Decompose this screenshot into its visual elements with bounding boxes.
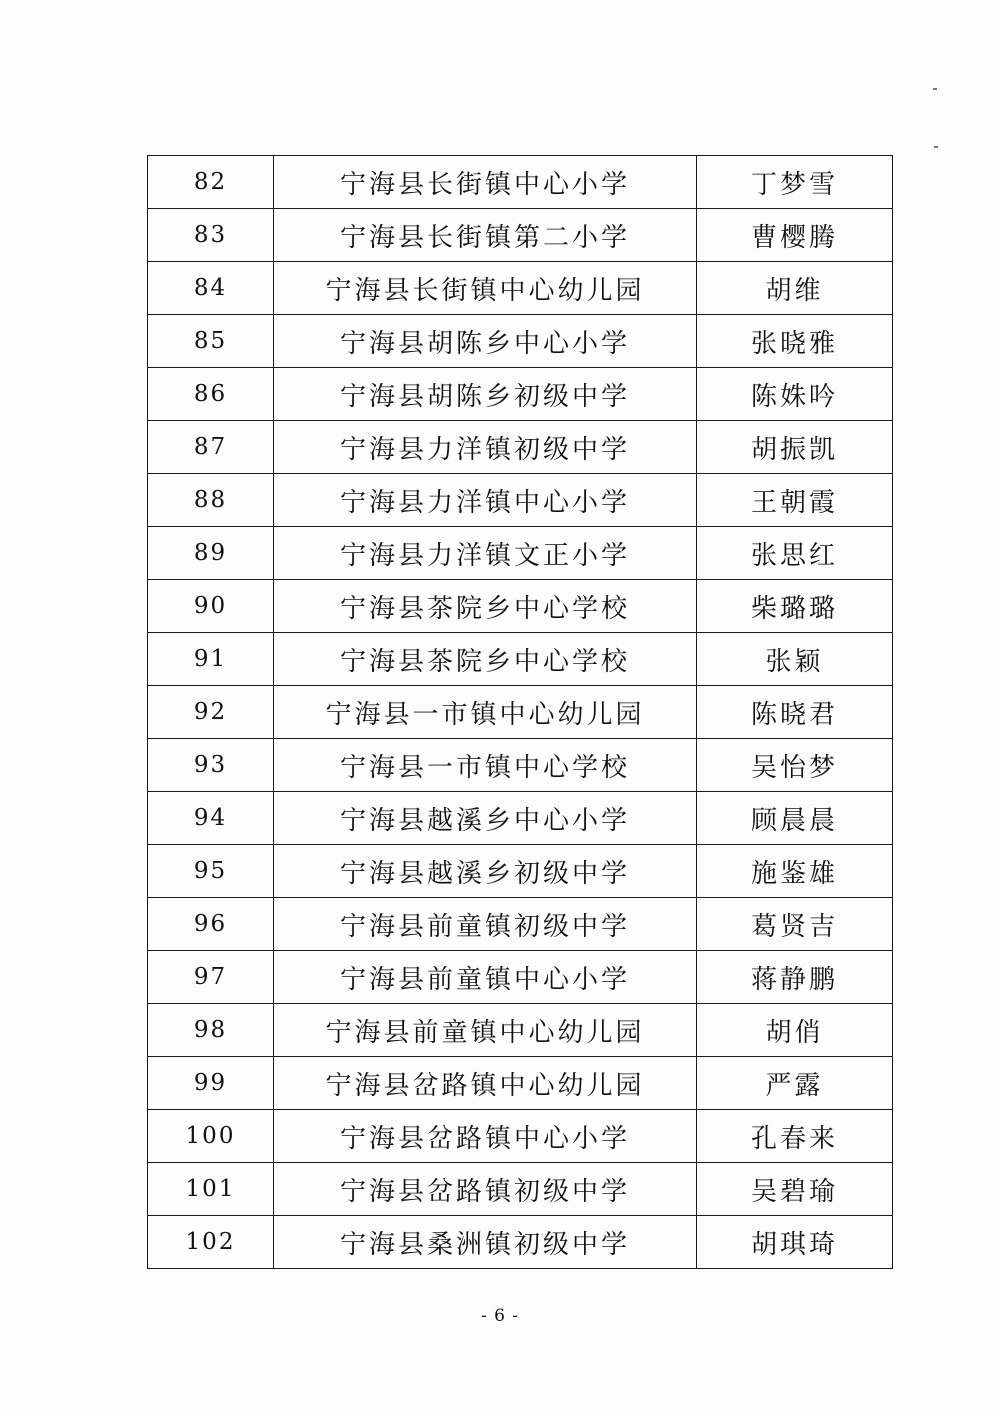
school-name-cell: 宁海县越溪乡初级中学 — [274, 845, 697, 898]
table-row — [148, 898, 893, 951]
row-number-cell: 101 — [148, 1163, 274, 1216]
table-row — [148, 421, 893, 474]
table-row — [148, 845, 893, 898]
roster-table — [147, 155, 893, 1269]
row-number-cell: 88 — [148, 474, 274, 527]
school-name-cell: 宁海县前童镇中心幼儿园 — [274, 1004, 697, 1057]
row-number-cell: 90 — [148, 580, 274, 633]
teacher-name-cell: 施鉴雄 — [697, 845, 893, 898]
row-number-cell: 91 — [148, 633, 274, 686]
school-name-cell: 宁海县长街镇第二小学 — [274, 209, 697, 262]
row-number-cell: 89 — [148, 527, 274, 580]
teacher-name-cell: 柴璐璐 — [697, 580, 893, 633]
row-number-cell: 82 — [148, 156, 274, 209]
row-number-cell: 97 — [148, 951, 274, 1004]
page-number: - 6 - — [480, 1306, 520, 1326]
table-row — [148, 792, 893, 845]
table-row — [148, 156, 893, 209]
teacher-name-cell: 张晓雅 — [697, 315, 893, 368]
teacher-name-cell: 张思红 — [697, 527, 893, 580]
row-number-cell: 84 — [148, 262, 274, 315]
school-name-cell: 宁海县岔路镇中心小学 — [274, 1110, 697, 1163]
school-name-cell: 宁海县茶院乡中心学校 — [274, 580, 697, 633]
scan-speck — [934, 146, 938, 148]
roster-table-body — [148, 156, 893, 1269]
school-name-cell: 宁海县力洋镇中心小学 — [274, 474, 697, 527]
table-row — [148, 315, 893, 368]
teacher-name-cell: 吴怡梦 — [697, 739, 893, 792]
table-row — [148, 1110, 893, 1163]
school-name-cell: 宁海县长街镇中心幼儿园 — [274, 262, 697, 315]
row-number-cell: 96 — [148, 898, 274, 951]
teacher-name-cell: 丁梦雪 — [697, 156, 893, 209]
roster-table-container — [147, 155, 893, 1269]
table-row — [148, 527, 893, 580]
teacher-name-cell: 陈姝吟 — [697, 368, 893, 421]
school-name-cell: 宁海县桑洲镇初级中学 — [274, 1216, 697, 1269]
table-row — [148, 1163, 893, 1216]
row-number-cell: 85 — [148, 315, 274, 368]
teacher-name-cell: 顾晨晨 — [697, 792, 893, 845]
teacher-name-cell: 陈晓君 — [697, 686, 893, 739]
teacher-name-cell: 胡维 — [697, 262, 893, 315]
table-row — [148, 1004, 893, 1057]
table-row — [148, 580, 893, 633]
school-name-cell: 宁海县一市镇中心幼儿园 — [274, 686, 697, 739]
teacher-name-cell: 曹樱腾 — [697, 209, 893, 262]
school-name-cell: 宁海县前童镇初级中学 — [274, 898, 697, 951]
table-row — [148, 951, 893, 1004]
teacher-name-cell: 孔春来 — [697, 1110, 893, 1163]
school-name-cell: 宁海县力洋镇文正小学 — [274, 527, 697, 580]
school-name-cell: 宁海县前童镇中心小学 — [274, 951, 697, 1004]
row-number-cell: 83 — [148, 209, 274, 262]
table-row — [148, 368, 893, 421]
table-row — [148, 686, 893, 739]
row-number-cell: 98 — [148, 1004, 274, 1057]
school-name-cell: 宁海县越溪乡中心小学 — [274, 792, 697, 845]
teacher-name-cell: 葛贤吉 — [697, 898, 893, 951]
school-name-cell: 宁海县茶院乡中心学校 — [274, 633, 697, 686]
teacher-name-cell: 张颖 — [697, 633, 893, 686]
teacher-name-cell: 胡振凯 — [697, 421, 893, 474]
table-row — [148, 739, 893, 792]
school-name-cell: 宁海县岔路镇初级中学 — [274, 1163, 697, 1216]
teacher-name-cell: 胡俏 — [697, 1004, 893, 1057]
school-name-cell: 宁海县力洋镇初级中学 — [274, 421, 697, 474]
table-row — [148, 633, 893, 686]
table-row — [148, 1057, 893, 1110]
school-name-cell: 宁海县胡陈乡初级中学 — [274, 368, 697, 421]
teacher-name-cell: 胡琪琦 — [697, 1216, 893, 1269]
table-row — [148, 474, 893, 527]
teacher-name-cell: 吴碧瑜 — [697, 1163, 893, 1216]
scan-speck — [933, 88, 937, 90]
teacher-name-cell: 王朝霞 — [697, 474, 893, 527]
row-number-cell: 102 — [148, 1216, 274, 1269]
table-row — [148, 1216, 893, 1269]
row-number-cell: 95 — [148, 845, 274, 898]
row-number-cell: 92 — [148, 686, 274, 739]
row-number-cell: 86 — [148, 368, 274, 421]
row-number-cell: 94 — [148, 792, 274, 845]
row-number-cell: 87 — [148, 421, 274, 474]
school-name-cell: 宁海县岔路镇中心幼儿园 — [274, 1057, 697, 1110]
row-number-cell: 99 — [148, 1057, 274, 1110]
table-row — [148, 209, 893, 262]
row-number-cell: 93 — [148, 739, 274, 792]
school-name-cell: 宁海县长街镇中心小学 — [274, 156, 697, 209]
table-row — [148, 262, 893, 315]
teacher-name-cell: 严露 — [697, 1057, 893, 1110]
school-name-cell: 宁海县胡陈乡中心小学 — [274, 315, 697, 368]
row-number-cell: 100 — [148, 1110, 274, 1163]
school-name-cell: 宁海县一市镇中心学校 — [274, 739, 697, 792]
teacher-name-cell: 蒋静鹏 — [697, 951, 893, 1004]
